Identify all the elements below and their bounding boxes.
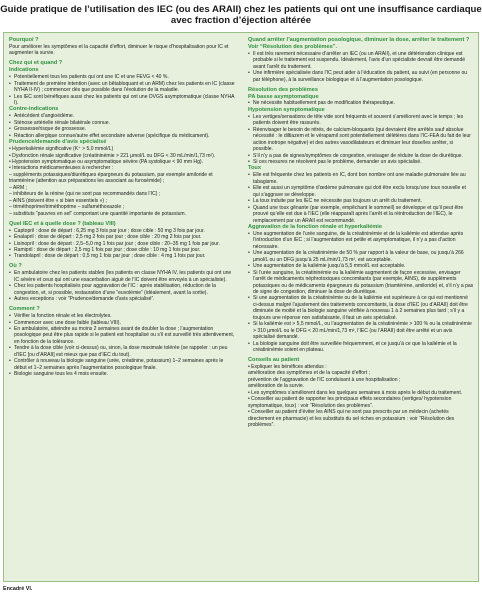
ou-list [9,270,236,302]
left-column [9,37,236,578]
list-item: • Si ces mesures ne résolvent pas le problème, demander un avis spécialisé. [248,159,474,165]
content-box [3,32,479,582]
list-item: • Une augmentation de l’urée sanguine, de la créatininémie et de la kaliémie est attendue après l’introduction d’un IEC ; si l’augmentation est petite et asymptomatique, il n’y a pas d’action nécessaire. [248,231,474,250]
list-item: • Il est très rarement nécessaire d’arrêter un IEC (ou un ARAII), et une détérioration clinique est probable si le traitement est suspendu. Idéalement, l’avis d’un spécialiste devrait être demandé avant l’arrêt du traitement. [248,51,474,70]
list-item: • Potentiellement tous les patients qui ont une IC et une FEVG < 40 %. [9,74,236,80]
list-item: • Trandolapril : dose de départ : 0,5 mg 1 fois par jour ; dose cible : 4 mg 1 fois par jour. [9,253,236,259]
list-item: – substituts “pauvres en sel” comportant une quantité importante de potassium. [9,210,187,217]
list-item: • Contrôler à nouveau la biologie sanguine (urée, créatinine, potassium) 1–2 semaines après le début et 1–2 semaines après l’augmentation posologique finale. [9,358,236,371]
list-item: amélioration de la survie. [248,383,305,390]
figure-caption: Encadré VI. [3,586,33,592]
list-item: • En ambulatoire chez les patients stables (les patients en classe NYHA IV, les patients qui ont une IC sévère et ceux qui ont une exacerbation aiguë de l’IC doivent être envoyés à un spécialiste). [9,270,236,283]
list-item: • Vérifier la fonction rénale et les électrolytes. [9,313,236,319]
indications-list [9,74,236,106]
list-item: • Dysfonction rénale significative (créatininémie > 221 µmol/L ou DFG < 30 mL/min/1,73 m²). [9,152,216,159]
subheading-aggravation: Aggravation de la fonction rénale et hyperkaliémie [248,224,382,230]
aggravation-list [248,231,474,354]
list-item: • Si une augmentation de la créatininémie ou de la kaliémie est supérieure à ce qui est mentionné ci-dessus malgré l’ajustement des traitements concomitants, la dose d’IEC (ou d’ARAII) doit être diminuée de moitié et la biologie sanguine vérifiée à nouveau 1 à 2 semaines plus tard ; s’il y a toujours une réponse non satisfaisante, il faut un avis spécialisé. [248,295,474,321]
title-line-1: Guide pratique de l’utilisation des IEC (ou des ARAII) chez les patients qui ont une insuffisance cardiaque [0,4,482,15]
subheading-pa-basse: PA basse asymptomatique [248,93,319,100]
subheading-hypotension: Hypotension symptomatique [248,106,325,113]
subheading-indications: Indications [9,67,39,74]
list-item: • Captopril : dose de départ : 6,25 mg 3 fois par jour ; dose cible : 50 mg 3 fois par jour. [9,228,236,234]
list-item: • Antécédent d’angioédème. [9,113,236,119]
list-item: • Réaction allergique connue/autre effet secondaire adverse (spécifique du médicament). [9,133,236,139]
list-item: • Commencer avec une dose faible (tableau VIII). [9,320,236,326]
list-item: • Tendre à la dose cible (voir ci-dessus) ou, sinon, la dose maximale tolérée (se rappeler : un peu d’IEC [ou d’ARAII] est mieux que pas d’IEC du tout). [9,345,236,358]
title-line-2: avec fraction d’éjection altérée [170,15,312,26]
list-item: • S’il n’y a pas de signes/symptômes de congestion, envisager de réduire la dose de diurétique. [248,153,474,159]
list-item: • Les IEC sont bénéfiques aussi chez les patients qui ont une DVGS asymptomatique (classe NYHA I). [9,94,236,107]
list-item: – ARM ; [9,184,27,191]
list-item: • Elle est fréquente chez les patients en IC, dont bon nombre ont une maladie pulmonaire liée au tabagisme. [248,172,474,185]
section-heading-quand-arreter: Quand arrêter l’augmentation posologique, diminuer la dose, arrêter le traitement ? Voir “Résolution des problèmes”. [248,37,470,50]
list-item: • La toux induite par les IEC ne nécessite pas toujours un arrêt du traitement. [248,198,474,204]
section-heading-resolution: Résolution des problèmes [248,86,318,93]
list-item: • Si l’urée sanguine, la créatininémie ou la kaliémie augmentent de façon excessive, envisager l’arrêt de médicaments néphrotoxiques concomitants (par exemple, AINS), de suppléments potassiques ou de médicaments épargneurs du potassium (triamtérène, amiloride) et, s’il n’y a pas de signe de congestion, diminuer la dose de diurétique. [248,270,474,296]
list-item: • Une augmentation de la kaliémie jusqu’à 5,5 mmol/L est acceptable. [248,263,474,269]
list-item: • Expliquer les bénéfices attendus : [248,364,327,371]
list-item: • Conseiller au patient de rapporter les principaux effets secondaires (vertiges/ hypotension symptomatique, toux) : voir “Résolution des problèmes”. [248,396,452,409]
contre-indications-list [9,113,236,139]
list-item: • Autres exceptions : voir “Prudence/demande d’avis spécialisé”. [9,296,236,302]
list-item: • Réenvisager le besoin de nitrés, de calcium-bloquants (qui devraient être arrêtés sauf absolue nécessité : le diltiazem et le vérapamil sont potentiellement délétères dans l’IC-FEA du fait de leur action inotrope négative) et des autres vasodilatateurs et diminuer leur dose/les arrêter, si possible. [248,127,474,153]
document-title [0,0,482,26]
list-item: • Lisinopril : dose de départ : 2,5–5,0 mg 1 fois par jour ; dose cible : 20–35 mg 1 fois par jour. [9,241,236,247]
list-item: • Quand une toux gênante (par exemple, empêchant le sommeil) se développe et qu’il peut être prouvé qu’elle est due à l’IEC (elle réapparaît après l’arrêt et la réintroduction de l’IEC), le remplacement par un ARAII est recommandé. [248,205,474,224]
list-item: • Hyperkaliémie significative (K⁺ > 5,0 mmol/L) [9,146,114,153]
section-heading-chez-qui: Chez qui et quand ? [9,60,63,67]
list-item: • Conseiller au patient d’éviter les AINS qui ne sont pas prescrits par un médecin (achetés directement en pharmacie) et les substituts du sel riches en potassium : voir “Résolution des problèmes”. [248,409,455,429]
list-item: • Une augmentation de la créatininémie de 50 % par rapport à la valeur de base, ou jusqu’à 266 µmol/L ou un DFG jusqu’à 25 mL/min/1,73 m², est acceptable. [248,250,474,263]
list-item: – inhibiteurs de la rénine (qui ne sont pas recommandés dans l’IC) ; [9,191,161,198]
list-item: • Une infirmière spécialisée dans l’IC peut aider à l’éducation du patient, au suivi (en personne ou par téléphone), à la surveillance biologique et à l’augmentation posologique. [248,70,474,83]
list-item: • Ramipril : dose de départ : 2,5 mg 1 fois par jour ; dose cible : 10 mg 1 fois par jour. [9,247,236,253]
section-heading-conseils: Conseils au patient [248,357,300,364]
list-item: • Grossesse/risque de grossesse. [9,126,236,132]
list-item: • En ambulatoire, atteindre au moins 2 semaines avant de doubler la dose ; l’augmentation posologique peut être plus rapide si le patient est hospitalisé ou s’il est surveillé très attentivement, en fonction de la tolérance. [9,326,236,345]
list-item: • Si la kaliémie est > 5,5 mmol/L, ou l’augmentation de la créatininémie > 100 % ou la créatininémie > 310 µmol/L ou le DFG < 20 mL/min/1,73 m², l’IEC (ou l’ARAII) doit être arrêté et un avis spécialisé demandé. [248,321,474,340]
subheading-toux: Toux [248,165,261,172]
subheading-prudence: Prudence/demande d’avis spécialisé [9,139,107,146]
section-heading-quel-iec: Quel IEC et à quelle dose ? (tableau VIII) [9,220,116,227]
list-item: • Énalapril : dose de départ : 2,5 mg 2 fois par jour ; dose cible : 20 mg 2 fois par jour. [9,234,236,240]
hypotension-list [248,114,474,166]
pa-list [248,100,474,106]
list-item: prévention de l’aggravation de l’IC conduisant à une hospitalisation ; [248,376,401,383]
section-heading-comment: Comment ? [9,306,40,313]
list-item: • Elle est aussi un symptôme d’œdème pulmonaire qui doit être exclu lorsqu’une toux nouvelle et qui s’aggrave se développe. [248,185,474,198]
dose-list [9,228,236,260]
conseils-list [248,364,474,429]
list-item: • Les vertiges/sensations de tête vide sont fréquents et souvent s’améliorent avec le temps ; les patients doivent être rassurés. [248,114,474,127]
list-item: • Chez les patients hospitalisés pour aggravation de l’IC : après stabilisation, réduction de la congestion, et, si possible, restauration d’une “euvolémie” (idéalement, avant la sortie). [9,283,236,296]
list-item: • Interactions médicamenteuses à rechercher : [9,165,114,172]
list-item: • La biologie sanguine doit être surveillée fréquemment, et ce jusqu’à ce que la kaliémie et la créatininémie soient en plateau. [248,341,474,354]
list-item: – triméthoprime/triméthoprime – sulfaméthoxazole ; [9,204,125,211]
toux-list [248,172,474,224]
right-column [248,37,474,578]
comment-list [9,313,236,378]
list-item: • Ne nécessite habituellement pas de modification thérapeutique. [248,100,474,106]
list-item: • Les symptômes s’améliorent dans les quelques semaines à mois après le début du traitement. [248,389,463,396]
section-heading-pourquoi: Pourquoi ? [9,37,39,43]
list-item: • Biologie sanguine tous les 4 mois ensuite. [9,371,236,377]
list-item: • Traitement de première intention (avec un bêtabloquant et un ARM) chez les patients en IC (classe NYHA II-IV) ; commencer dès que possible dans l’évolution de la maladie. [9,81,236,94]
quand-list [248,51,474,83]
list-item: • Sténose artérielle rénale bilatérale connue. [9,120,236,126]
list-item: – suppléments potassiques/diurétiques épargneurs du potassium, par exemple amiloride et triamtérène (attention aux préparations les associant au furosémide) ; [9,171,213,185]
pourquoi-text: Pour améliorer les symptômes et la capacité d’effort, diminuer le risque d’hospitalisation pour IC et augmenter la survie. [9,43,229,57]
list-item: amélioration des symptômes et de la capacité d’effort ; [248,370,370,377]
subheading-contre-indications: Contre-indications [9,106,59,113]
list-item: – AINS (doivent être « si bien essentiels ») ; [9,197,107,204]
prudence-list [9,146,236,217]
section-heading-ou: Où ? [9,263,22,270]
list-item: • Hypotension symptomatique ou asymptomatique sévère (PA systolique < 90 mm Hg). [9,159,203,166]
